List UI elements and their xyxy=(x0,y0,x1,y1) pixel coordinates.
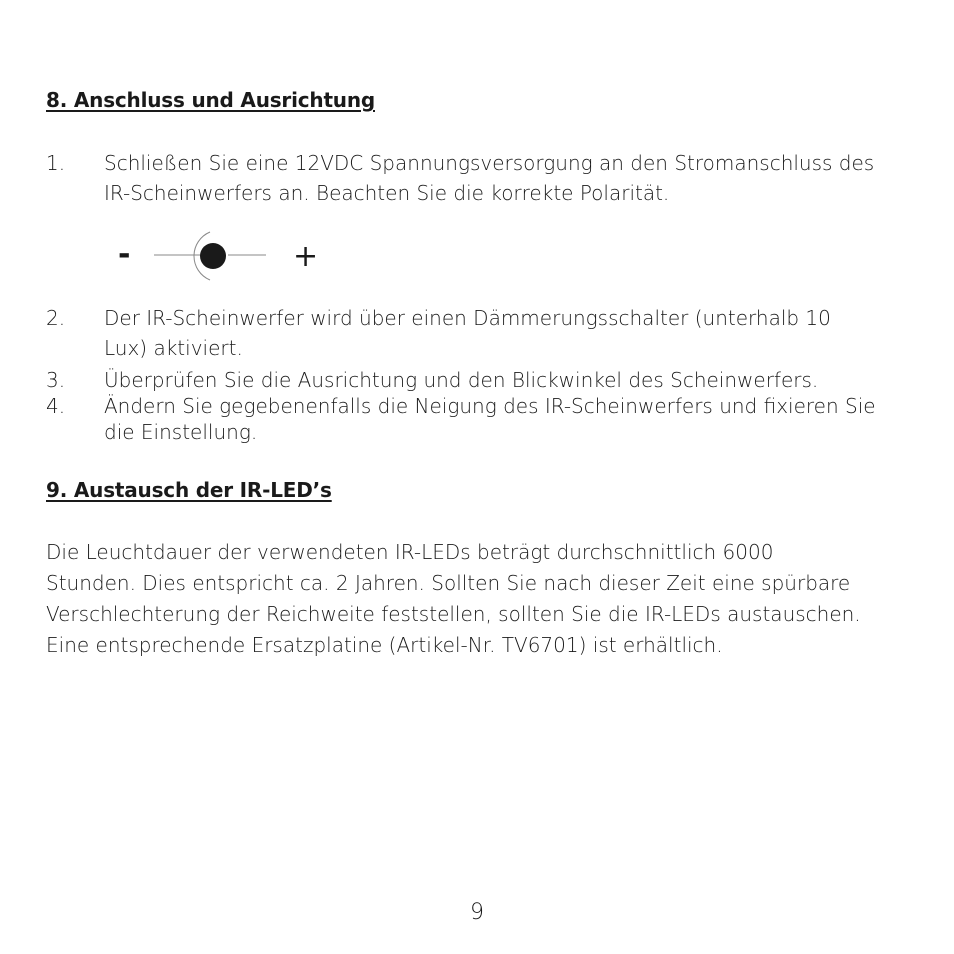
list-text: Überprüfen Sie die Ausrichtung und den Blickwinkel des Scheinwerfers. xyxy=(104,368,819,392)
section-8-heading: 8. Anschluss und Ausrichtung xyxy=(46,88,375,112)
section-9-paragraph: Die Leuchtdauer der verwendeten IR-LEDs beträgt durchschnittlich 6000 Stunden. Dies entspricht ca. 2 Jahren. Sollten Sie nach dieser Zeit eine spürbare Verschlechterung der Reichweite feststellen, sollten Sie die IR-LEDs austauschen. Eine entsprechende Ersatzplatine (Artikel-Nr. TV6701) ist erhältlich. xyxy=(46,540,861,657)
polarity-minus: - xyxy=(118,237,131,272)
list-item-4 xyxy=(46,393,896,445)
section-9-heading: 9. Austausch der IR-LED’s xyxy=(46,478,332,502)
list-number: 1. xyxy=(46,151,66,175)
page-number: 9 xyxy=(470,900,484,925)
list-text: Der IR-Scheinwerfer wird über einen Dämmerungsschalter (unterhalb 10 Lux) aktiviert. xyxy=(104,306,831,360)
list-text: Schließen Sie eine 12VDC Spannungsversorgung an den Stromanschluss des IR-Scheinwerfers an. Beachten Sie die korrekte Polarität. xyxy=(104,151,875,205)
list-text: Ändern Sie gegebenenfalls die Neigung des IR-Scheinwerfers und fixieren Sie die Einstellung. xyxy=(104,394,876,444)
list-number: 2. xyxy=(46,306,66,330)
list-number: 3. xyxy=(46,368,66,392)
list-number: 4. xyxy=(46,394,66,418)
list-item-1 xyxy=(46,148,876,208)
polarity-diagram xyxy=(110,228,330,284)
polarity-plus: + xyxy=(293,239,319,274)
polarity-connector-icon xyxy=(110,228,330,284)
list-item-2 xyxy=(46,303,866,363)
list-item-3 xyxy=(46,367,896,393)
